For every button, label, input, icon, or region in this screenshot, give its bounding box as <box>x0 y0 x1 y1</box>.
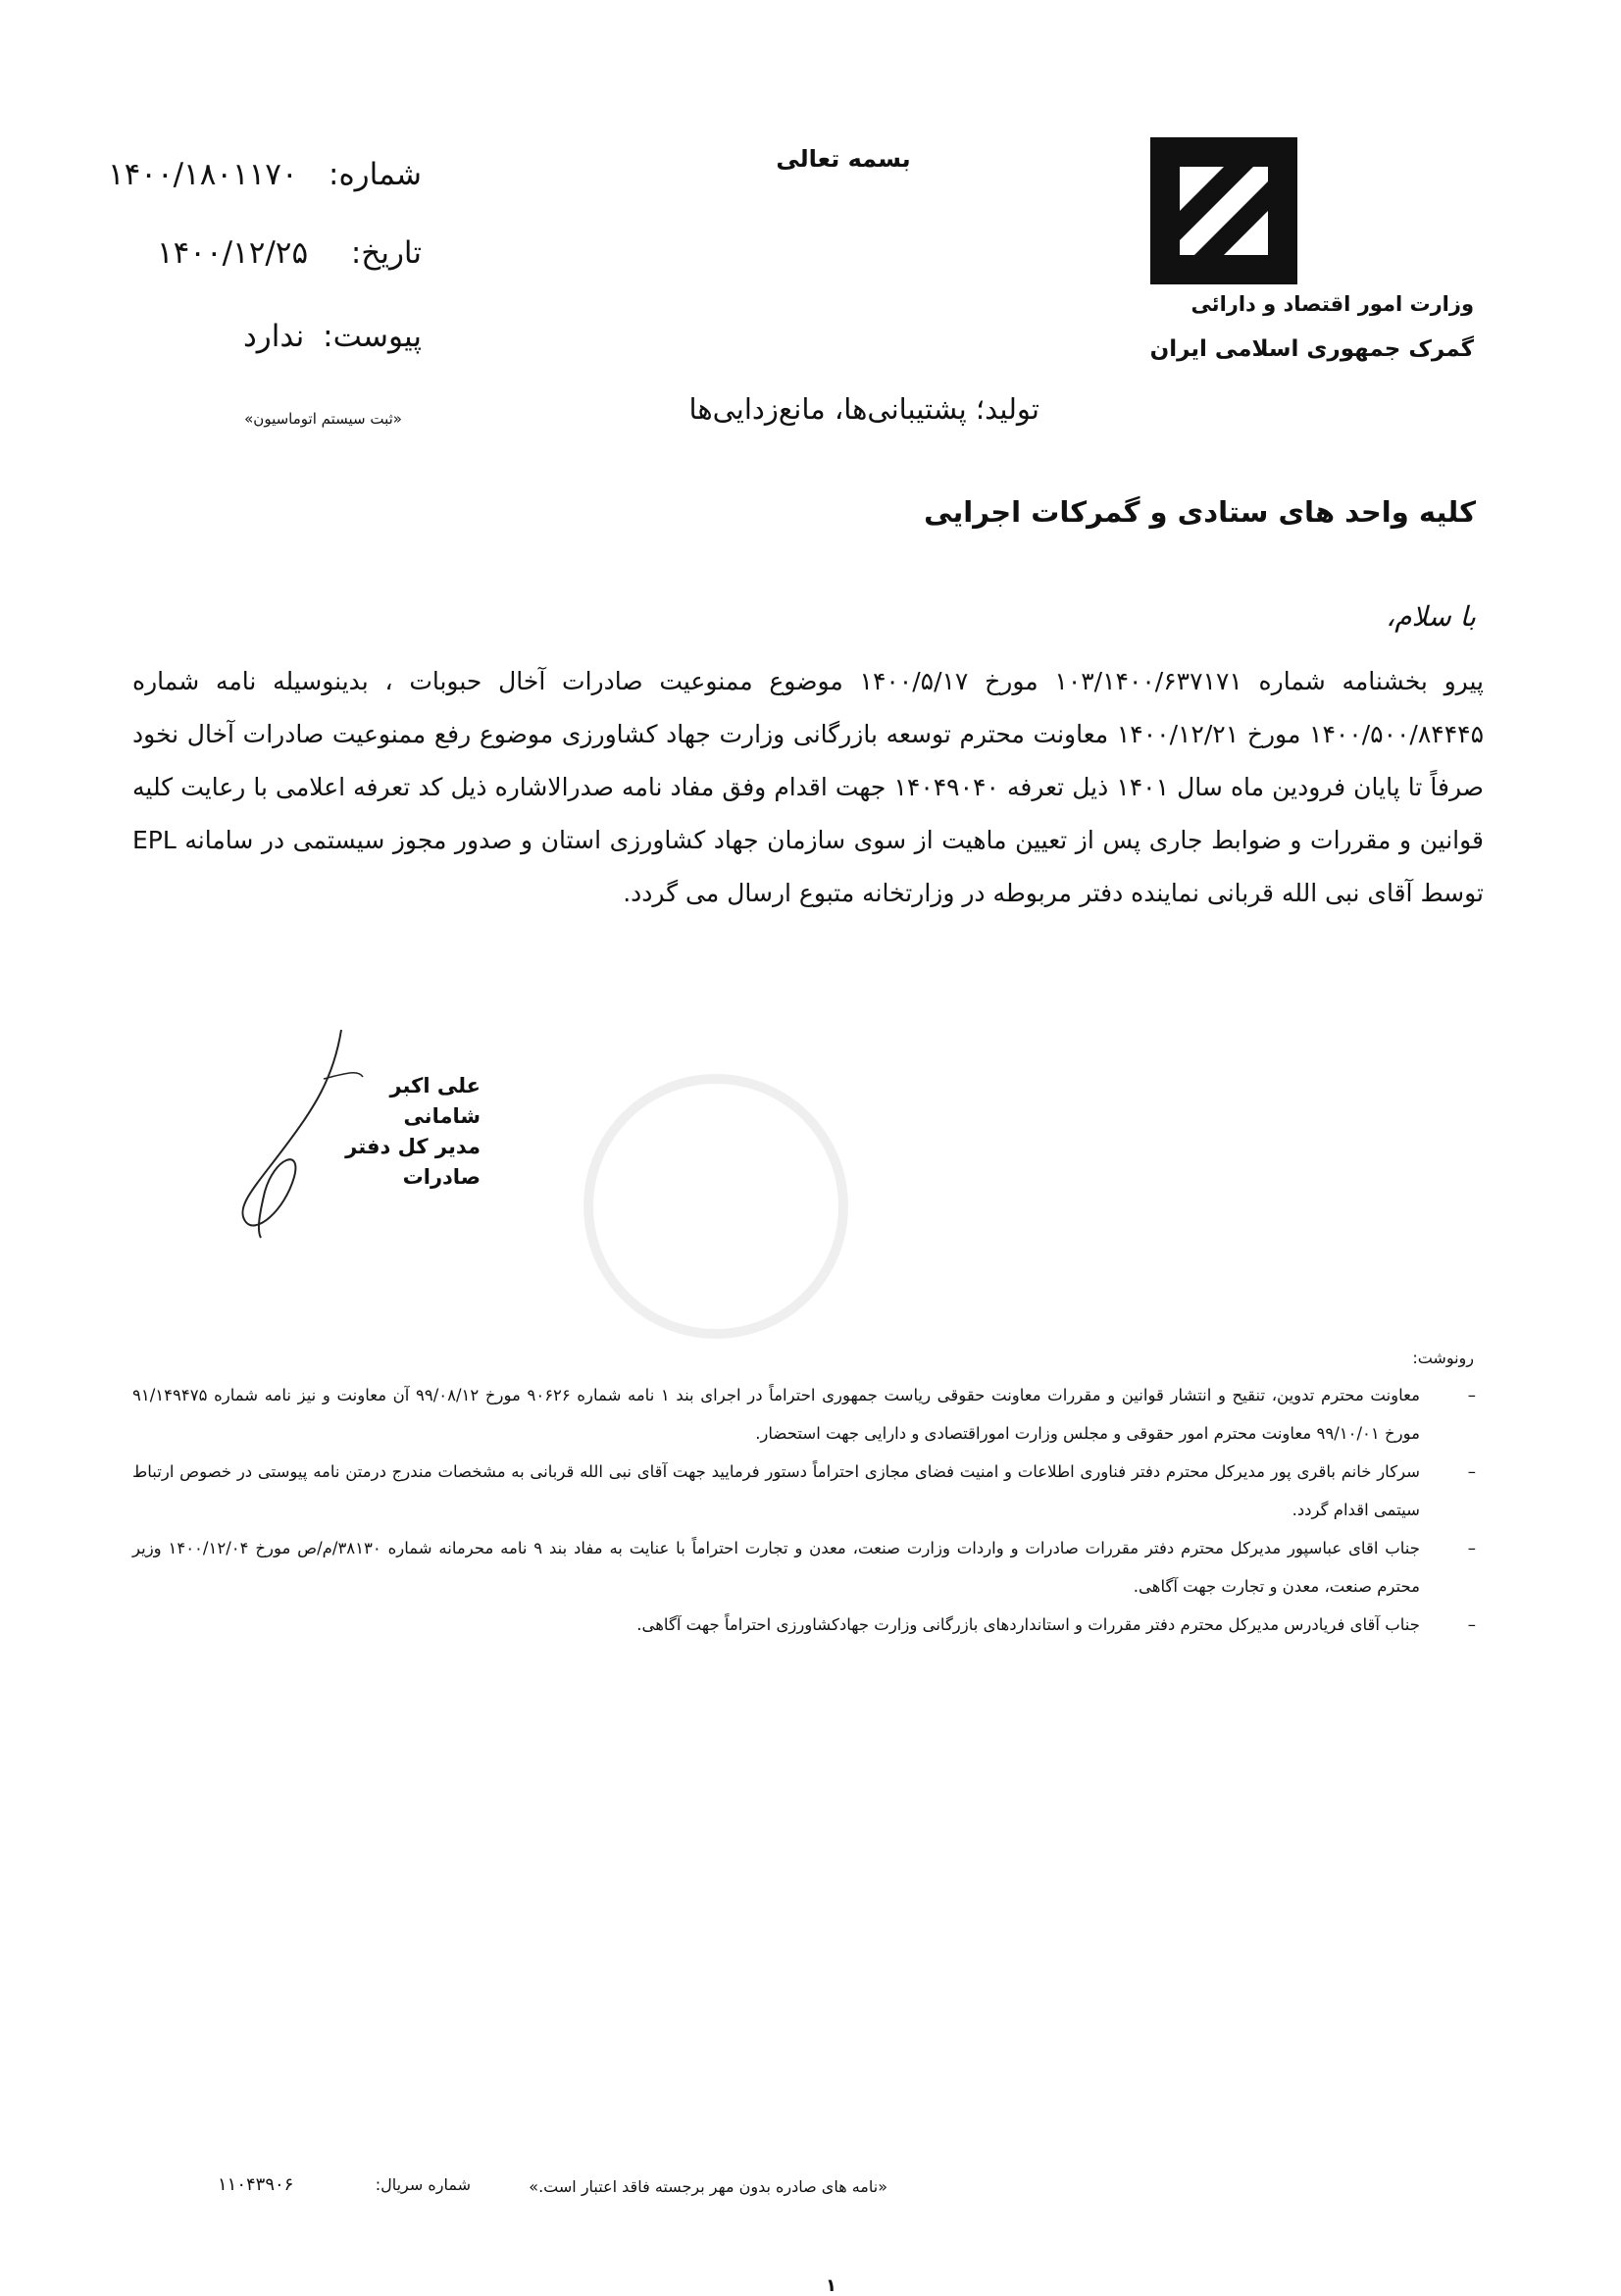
attachment-value: ندارد <box>243 319 305 354</box>
automation-note: «ثبت سیستم اتوماسیون» <box>244 410 402 428</box>
copy-item: – معاونت محترم تدوین، تنقیح و انتشار قوانین و مقررات معاونت حقوقی ریاست جمهوری احتراماً در اجرای بند ۱ نامه شماره ۹۰۶۲۶ مورخ ۹۹/۰۸/۱۲ آن معاونت و نیز نامه شماره ۹۱/۱۴۹۴۷۵ مورخ ۹۹/۱۰/۰۱ معاونت محترم امور حقوقی و مجلس وزارت اموراقتصادی و دارایی جهت استحضار. <box>132 1386 1476 1443</box>
customs-name: گمرک جمهوری اسلامی ایران <box>1149 336 1474 362</box>
attachment-row <box>98 319 422 358</box>
year-slogan: تولید؛ پشتیبانی‌ها، مانع‌زدایی‌ها <box>688 392 1039 426</box>
serial-value: ۱۱۰۴۳۹۰۶ <box>218 2174 294 2195</box>
letter-body <box>132 655 1484 920</box>
attachment-label: پیوست: <box>323 319 422 354</box>
ministry-name: وزارت امور اقتصاد و دارائی <box>1190 292 1474 316</box>
copy-item: – سرکار خانم باقری پور مدیرکل محترم دفتر فناوری اطلاعات و امنیت فضای مجازی احتراماً دستور فرمایید جهت آقای نبی الله قربانی به مشخصات مندرج درمتن نامه پیوستی در خصوص ارتباط سیتمی اقدام گردد. <box>132 1462 1476 1519</box>
copy-item-text: سرکار خانم باقری پور مدیرکل محترم دفتر فناوری اطلاعات و امنیت فضای مجازی احتراماً دستور فرمایید جهت آقای نبی الله قربانی به مشخصات مندرج درمتن نامه پیوستی در خصوص ارتباط سیتمی اقدام گردد. <box>132 1462 1420 1519</box>
letter-number-label: شماره: <box>329 157 422 192</box>
copy-item: – جناب اقای عباسپور مدیرکل محترم دفتر مقررات صادرات و واردات وزارت صنعت، معدن و تجارت احتراماً با عنایت به مفاد بند ۹ نامه محرمانه شماره ۳۸۱۳۰/م/ص مورخ ۱۴۰۰/۱۲/۰۴ وزیر محترم صنعت، معدن و تجارت جهت آگاهی. <box>132 1539 1476 1596</box>
copy-item-text: جناب آقای فریادرس مدیرکل محترم دفتر مقررات و استانداردهای بازرگانی وزارت جهادکشاورزی احتراماً جهت آگاهی. <box>636 1615 1420 1634</box>
greeting: با سلام، <box>1386 600 1476 633</box>
signatory-name: علی اکبر شامانی <box>389 1074 481 1128</box>
letter-date-value: ۱۴۰۰/۱۲/۲۵ <box>157 235 309 271</box>
recipient-line: کلیه واحد های ستادی و گمرکات اجرایی <box>924 495 1476 529</box>
page-number: ۱ <box>826 2275 836 2296</box>
signatory-title: مدیر کل دفتر صادرات <box>345 1135 481 1189</box>
serial-label: شماره سریال: <box>375 2175 471 2194</box>
validity-note: «نامه های صادره بدون مهر برجسته فاقد اعتبار است.» <box>529 2177 887 2196</box>
letter-paragraph: پیرو بخشنامه شماره ۱۰۳/۱۴۰۰/۶۳۷۱۷۱ مورخ ۱۴۰۰/۵/۱۷ موضوع ممنوعیت صادرات آخال حبوبات ، بدینوسیله نامه شماره ۱۴۰۰/۵۰۰/۸۴۴۴۵ مورخ ۱۴۰۰/۱۲/۲۱ معاونت محترم توسعه بازرگانی وزارت جهاد کشاورزی موضوع رفع ممنوعیت صادرات آخال نخود صرفاً تا پایان فرودین ماه سال ۱۴۰۱ ذیل تعرفه ۱۴۰۴۹۰۴۰ جهت اقدام وفق مفاد نامه صدرالاشاره ذیل کد تعرفه اعلامی با رعایت کلیه قوانین و مقررات و ضوابط جاری پس از تعیین ماهیت از سوی سازمان جهاد کشاورزی استان و صدور مجوز سیستمی در سامانه EPL توسط آقای نبی الله قربانی نماینده دفتر مربوطه در وزارتخانه متبوع ارسال می گردد. <box>132 667 1484 907</box>
watermark-emblem-icon <box>471 1059 961 1353</box>
letter-number-row <box>98 157 422 196</box>
letter-date-row <box>98 235 422 275</box>
copy-item-text: معاونت محترم تدوین، تنقیح و انتشار قوانین و مقررات معاونت حقوقی ریاست جمهوری احتراماً در اجرای بند ۱ نامه شماره ۹۰۶۲۶ مورخ ۹۹/۰۸/۱۲ آن معاونت و نیز نامه شماره ۹۱/۱۴۹۴۷۵ مورخ ۹۹/۱۰/۰۱ معاونت محترم امور حقوقی و مجلس وزارت اموراقتصادی و دارایی جهت استحضار. <box>132 1386 1420 1443</box>
letter-date-label: تاریخ: <box>350 235 422 271</box>
copies-heading: رونوشت: <box>1412 1349 1474 1367</box>
letter-number-value: ۱۴۰۰/۱۸۰۱۱۷۰ <box>108 157 298 192</box>
customs-logo-icon <box>1150 137 1297 284</box>
copy-item: – جناب آقای فریادرس مدیرکل محترم دفتر مقررات و استانداردهای بازرگانی وزارت جهادکشاورزی احتراماً جهت آگاهی. <box>636 1615 1476 1634</box>
copy-item-text: جناب اقای عباسپور مدیرکل محترم دفتر مقررات صادرات و واردات وزارت صنعت، معدن و تجارت احتراماً با عنایت به مفاد بند ۹ نامه محرمانه شماره ۳۸۱۳۰/م/ص مورخ ۱۴۰۰/۱۲/۰۴ وزیر محترم صنعت، معدن و تجارت جهت آگاهی. <box>132 1539 1420 1596</box>
signatory <box>324 1071 481 1193</box>
copies-list <box>132 1376 1476 1644</box>
bismillah-heading: بسمه تعالی <box>776 145 911 173</box>
